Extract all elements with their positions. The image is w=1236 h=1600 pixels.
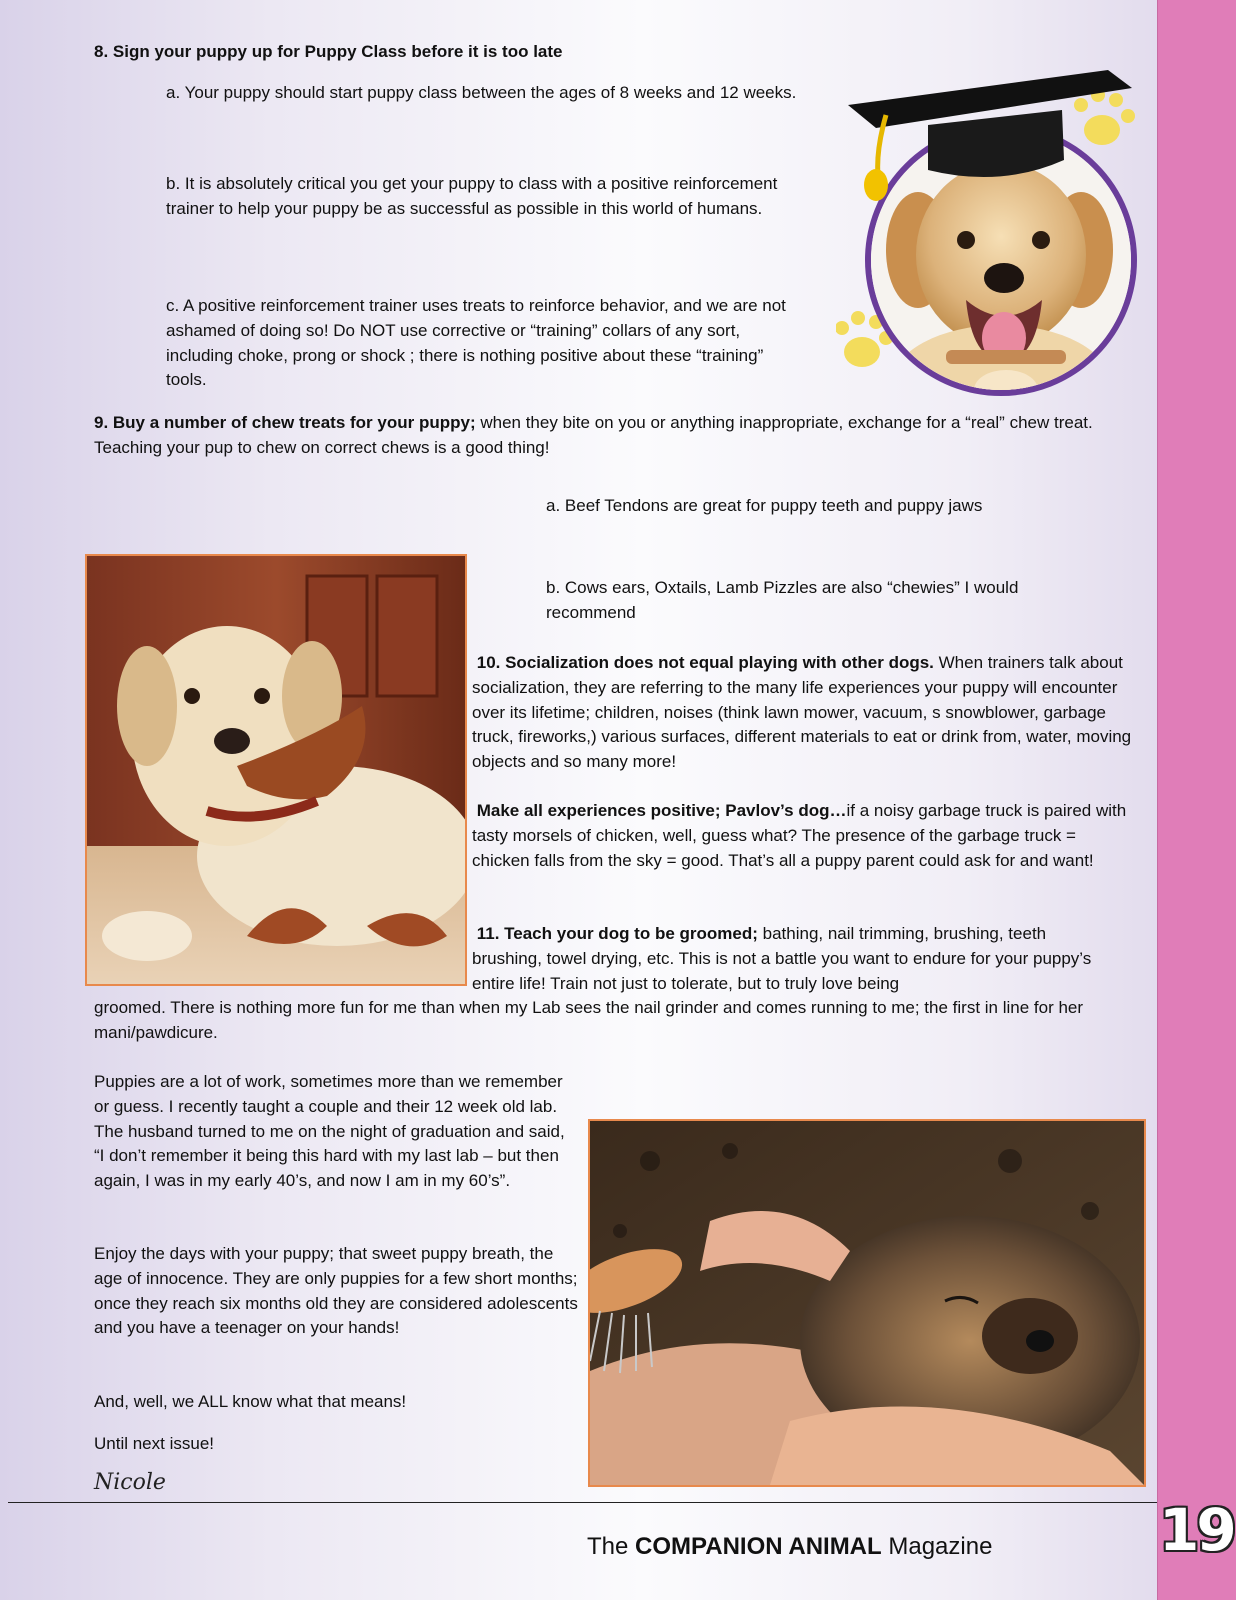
section-8-heading: 8. Sign your puppy up for Puppy Class before it is too late xyxy=(94,42,563,61)
section-10-paragraph xyxy=(472,651,1132,775)
paw-print-icon xyxy=(1074,88,1135,145)
section-11-body: bathing, nail trimming, brushing, teeth brushing, towel drying, etc. This is not a battle you want to endure for your puppy’s entire life! Train not just to tolerate, but to truly love being xyxy=(472,924,1092,993)
footer-magazine-title xyxy=(587,1533,992,1561)
section-11-heading: 11. Teach your dog to be groomed; xyxy=(476,924,758,943)
page-number: 19 xyxy=(1159,1496,1234,1564)
section-8-item-c: c. A positive reinforcement trainer uses treats to reinforce behavior, and we are not ashamed of doing so! Do NOT use corrective or “training” collars of any sort, including choke, prong or shock ; there is nothing positive about these “training” tools. xyxy=(166,296,786,390)
footer-the: The xyxy=(587,1533,636,1560)
section-11-continuation: groomed. There is nothing more fun for me than when my Lab sees the nail grinder and comes running to me; the first in line for her mani/pawdicure. xyxy=(94,998,1084,1042)
labrador-chew-photo xyxy=(85,554,467,986)
section-9-paragraph xyxy=(94,411,1134,461)
section-10-sub-paragraph xyxy=(472,799,1132,873)
yorkie-grooming-photo xyxy=(588,1119,1146,1487)
closing-paragraph-4: Until next issue! xyxy=(94,1434,214,1453)
footer-magazine: Magazine xyxy=(881,1533,993,1560)
section-8-item-b: b. It is absolutely critical you get your puppy to class with a positive reinforcement trainer to help your puppy be as successful as possible in this world of humans. xyxy=(166,174,778,218)
section-9-item-a: a. Beef Tendons are great for puppy teeth and puppy jaws xyxy=(546,496,983,515)
closing-paragraph-2: Enjoy the days with your puppy; that sweet puppy breath, the age of innocence. They are only puppies for a few short months; once they reach six months old they are considered adolescents and you have a teenager on your hands! xyxy=(94,1244,578,1338)
section-9-item-b: b. Cows ears, Oxtails, Lamb Pizzles are also “chewies” I would recommend xyxy=(546,578,1019,622)
section-11-paragraph xyxy=(472,922,1092,996)
side-accent-bar xyxy=(1157,0,1236,1600)
section-9-heading: 9. Buy a number of chew treats for your puppy; xyxy=(94,413,476,432)
section-9-body: when they bite on you or anything inappropriate, exchange for a “real” chew treat. Teaching your pup to chew on correct chews is a good thing! xyxy=(94,413,1093,457)
section-10-sub-body: if a noisy garbage truck is paired with tasty morsels of chicken, well, guess what? The presence of the garbage truck = chicken falls from the sky = good. That’s all a puppy parent could ask for and want! xyxy=(472,801,1127,870)
section-10-body: When trainers talk about socialization, they are referring to the many life experiences your puppy will encounter over its lifetime; children, noises (think lawn mower, vacuum, s snowblower, garbage truck, fireworks,) various surfaces, different materials to eat or drink from, water, moving objects and so many more! xyxy=(472,653,1132,772)
closing-paragraph-3: And, well, we ALL know what that means! xyxy=(94,1392,407,1411)
signature: Nicole xyxy=(94,1470,166,1495)
closing-paragraph-1: Puppies are a lot of work, sometimes more than we remember or guess. I recently taught a couple and their 12 week old lab. The husband turned to me on the night of graduation and said, “I don’t remember it being this hard with my last lab – but then again, I was in my early 40’s, and now I am in my 60’s”. xyxy=(94,1072,565,1191)
section-10-heading: 10. Socialization does not equal playing with other dogs. xyxy=(476,653,934,672)
section-10-sub-heading: Make all experiences positive; Pavlov’s dog… xyxy=(476,801,847,820)
graduate-puppy-image xyxy=(836,70,1156,410)
footer-brand: COMPANION ANIMAL xyxy=(635,1533,882,1560)
section-8-item-a: a. Your puppy should start puppy class between the ages of 8 weeks and 12 weeks. xyxy=(166,83,797,102)
footer-rule xyxy=(8,1502,1158,1503)
